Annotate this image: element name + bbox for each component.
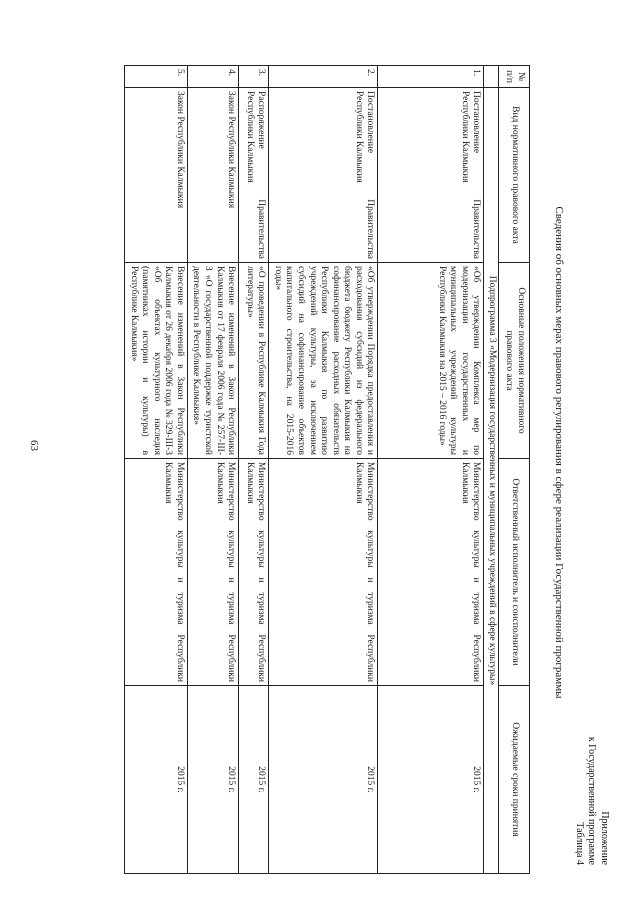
legal-measures-table bbox=[124, 65, 530, 874]
row-executor: Министерство культуры и туризма Республики Калмыкия bbox=[187, 459, 238, 686]
row-act-kind: Постановление Правительства Республики Калмыкия bbox=[269, 88, 378, 263]
row-number: 2. bbox=[269, 66, 378, 88]
row-term: 2015 г. bbox=[125, 686, 188, 874]
row-act-kind: Распоряжение Правительства Республики Калмыкия bbox=[239, 88, 269, 263]
appendix-line-1: Приложение bbox=[599, 811, 610, 865]
header-term: Ожидаемые сроки принятия bbox=[499, 686, 530, 874]
appendix-line-2: к Государственной программе bbox=[586, 736, 598, 865]
row-number: 5. bbox=[125, 66, 188, 88]
row-term: 2015 г. bbox=[239, 686, 269, 874]
row-act-content: Внесение изменений в Закон Республики Калмыкия от 26 декабря 2006 года № 329-III-З «Об объектах культурного наследия (памятниках истории и культуры) в Республике Калмыкия» bbox=[125, 263, 188, 459]
row-term: 2015 г. bbox=[269, 686, 378, 874]
table-row bbox=[125, 66, 188, 874]
table-row bbox=[269, 66, 378, 874]
row-number: 4. bbox=[187, 66, 238, 88]
row-act-content: «Об утверждении Комплекса мер по модернизации государственных и муниципальных учреждений культуры Республики Калмыкия на 2015 – 2016 годы» bbox=[378, 263, 484, 459]
section-title: Подпрограмма 3 «Модернизация государственных и муниципальных учреждений в сфере культуры» bbox=[484, 88, 499, 874]
table-row bbox=[239, 66, 269, 874]
row-number: 1. bbox=[378, 66, 484, 88]
section-blank-cell bbox=[484, 66, 499, 88]
header-act-kind: Вид нормативного правового акта bbox=[499, 88, 530, 263]
row-executor: Министерство культуры и туризма Республики Калмыкия bbox=[239, 459, 269, 686]
row-executor: Министерство культуры и туризма Республики Калмыкия bbox=[378, 459, 484, 686]
table-header-row bbox=[499, 66, 530, 874]
row-act-content: Внесение изменений в Закон Республики Калмыкия от 17 февраля 2006 года № 257-III-З «О государственной поддержке туристской деятельности в Республике Калмыкия» bbox=[187, 263, 238, 459]
row-executor: Министерство культуры и туризма Республики Калмыкия bbox=[125, 459, 188, 686]
table-row bbox=[378, 66, 484, 874]
row-executor: Министерство культуры и туризма Республики Калмыкия bbox=[269, 459, 378, 686]
page-number: 63 bbox=[28, 440, 40, 451]
document-title: Сведения об основных мерах правового регулирования в сфере реализации Государственной программы bbox=[553, 206, 565, 699]
row-number: 3. bbox=[239, 66, 269, 88]
row-term: 2015 г. bbox=[378, 686, 484, 874]
row-act-content: «Об утверждении Порядка предоставления и расходования субсидий из федерального бюджета бюджету Республики Калмыкия на софинансирование расходных обязательств Республики Калмыкия по развитию учреждений культуры, за исключением субсидий на софинансирование объектов капитального строительства, на 2015-2016 годы» bbox=[269, 263, 378, 459]
row-act-kind: Закон Республики Калмыкия bbox=[125, 88, 188, 263]
header-act-content: Основные положения нормативного правового акта bbox=[499, 263, 530, 459]
table-number: Таблица 4 bbox=[574, 822, 585, 865]
appendix-note bbox=[573, 737, 611, 865]
header-number: № п/п bbox=[499, 66, 530, 88]
section-row bbox=[484, 66, 499, 874]
header-executor: Ответственный исполнитель и соисполнители bbox=[499, 459, 530, 686]
row-act-kind: Постановление Правительства Республики Калмыкия bbox=[378, 88, 484, 263]
row-term: 2015 г. bbox=[187, 686, 238, 874]
row-act-kind: Закон Республики Калмыкия bbox=[187, 88, 238, 263]
table-row bbox=[187, 66, 238, 874]
row-act-content: «О проведении в Республике Калмыкия Года литературы» bbox=[239, 263, 269, 459]
